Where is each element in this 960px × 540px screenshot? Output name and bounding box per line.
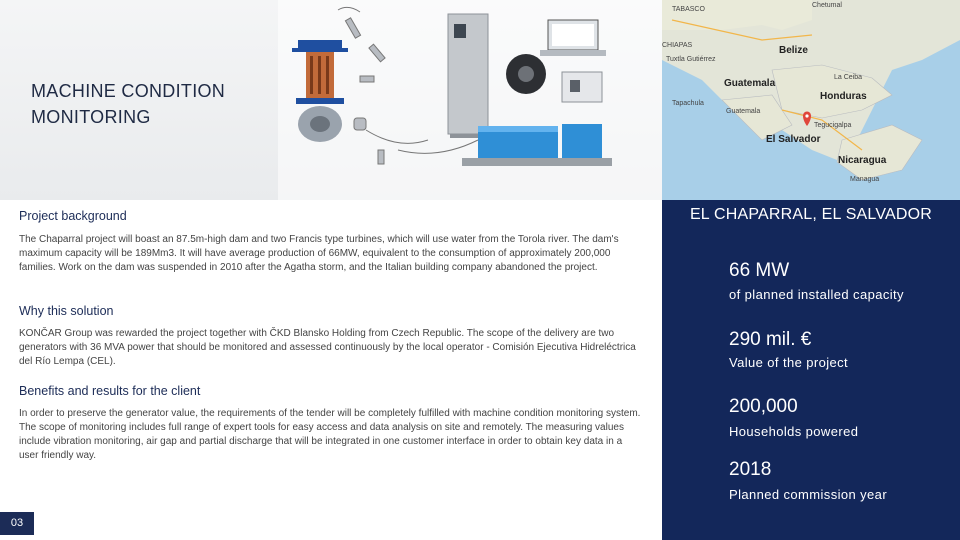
laptop-icon (540, 20, 606, 56)
page-number: 03 (0, 512, 34, 535)
map-label-tapachula: Tapachula (672, 100, 704, 107)
stat-commission-label: Planned commission year (729, 487, 888, 502)
map-graphic (662, 0, 960, 200)
control-panel-icon (562, 72, 602, 102)
section-body-project-background: The Chaparral project will boast an 87.5m-high dam and two Francis type turbines, which will use water from the Torola river. The dam's maximum capacity will be 189Mm3. It will have average production of 66MW, equivalent to the consumption of approximately 200,000 families. Work on the dam was suspended in 2010 after the Agatha storm, and the Italian building company abandoned the project. (19, 234, 619, 273)
stat-capacity-label: of planned installed capacity (729, 287, 904, 302)
map-label-guatemala-city: Guatemala (726, 108, 761, 115)
map-label-chetumal: Chetumal (812, 2, 842, 9)
map-label-nicaragua: Nicaragua (838, 155, 887, 166)
stat-commission-value: 2018 (729, 459, 772, 480)
location-title: EL CHAPARRAL, EL SALVADOR (689, 206, 933, 223)
map-label-tegucigalpa: Tegucigalpa (814, 122, 852, 129)
location-map[interactable] (662, 0, 960, 200)
container-units-icon (462, 124, 612, 166)
monitoring-cabinet-icon (448, 14, 488, 138)
map-label-managua: Managua (850, 176, 880, 183)
section-heading-project-background: Project background (19, 209, 127, 223)
stat-capacity-value: 66 MW (729, 260, 790, 281)
stat-value-project-value: 290 mil. € (729, 329, 812, 350)
section-heading-why-this-solution: Why this solution (19, 304, 114, 318)
section-body-why-this-solution: KONČAR Group was rewarded the project together with ČKD Blansko Holding from Czech Republic. The scope of the delivery are two generators with 36 MVA power that should be monitored and assessed continuously by the local operator - Comisión Ejecutiva Hidreléctrica del Río Lempa (CEL). (19, 328, 636, 367)
map-label-guatemala: Guatemala (724, 78, 776, 89)
map-label-honduras: Honduras (820, 91, 867, 102)
sensor-disc-icon (506, 54, 546, 94)
stat-households-label: Households powered (729, 424, 859, 439)
monitoring-equipment-illustration (278, 0, 662, 200)
page-title: MACHINE CONDITION MONITORING (31, 81, 226, 127)
map-label-el-salvador: El Salvador (766, 134, 821, 145)
stat-value-project-label: Value of the project (729, 355, 849, 370)
map-label-chiapas: CHIAPAS (662, 42, 693, 49)
stat-households-value: 200,000 (729, 396, 798, 417)
map-label-tabasco: TABASCO (672, 6, 705, 13)
section-body-benefits: In order to preserve the generator value, the requirements of the tender will be completely fulfilled with machine condition monitoring system. The scope of monitoring includes full range of expert tools for easy access and data analysis on site and remotely. The measuring values include vibration monitoring, air gap and partial discharge that will be integrated in one customer interface in order to obtain key data in a user friendly way. (19, 408, 641, 461)
project-facts-panel (662, 200, 960, 540)
section-heading-benefits: Benefits and results for the client (19, 384, 201, 398)
map-label-belize: Belize (779, 45, 808, 56)
map-label-tuxtla: Tuxtla Gutiérrez (666, 56, 716, 63)
map-label-laceiba: La Ceiba (834, 74, 863, 81)
